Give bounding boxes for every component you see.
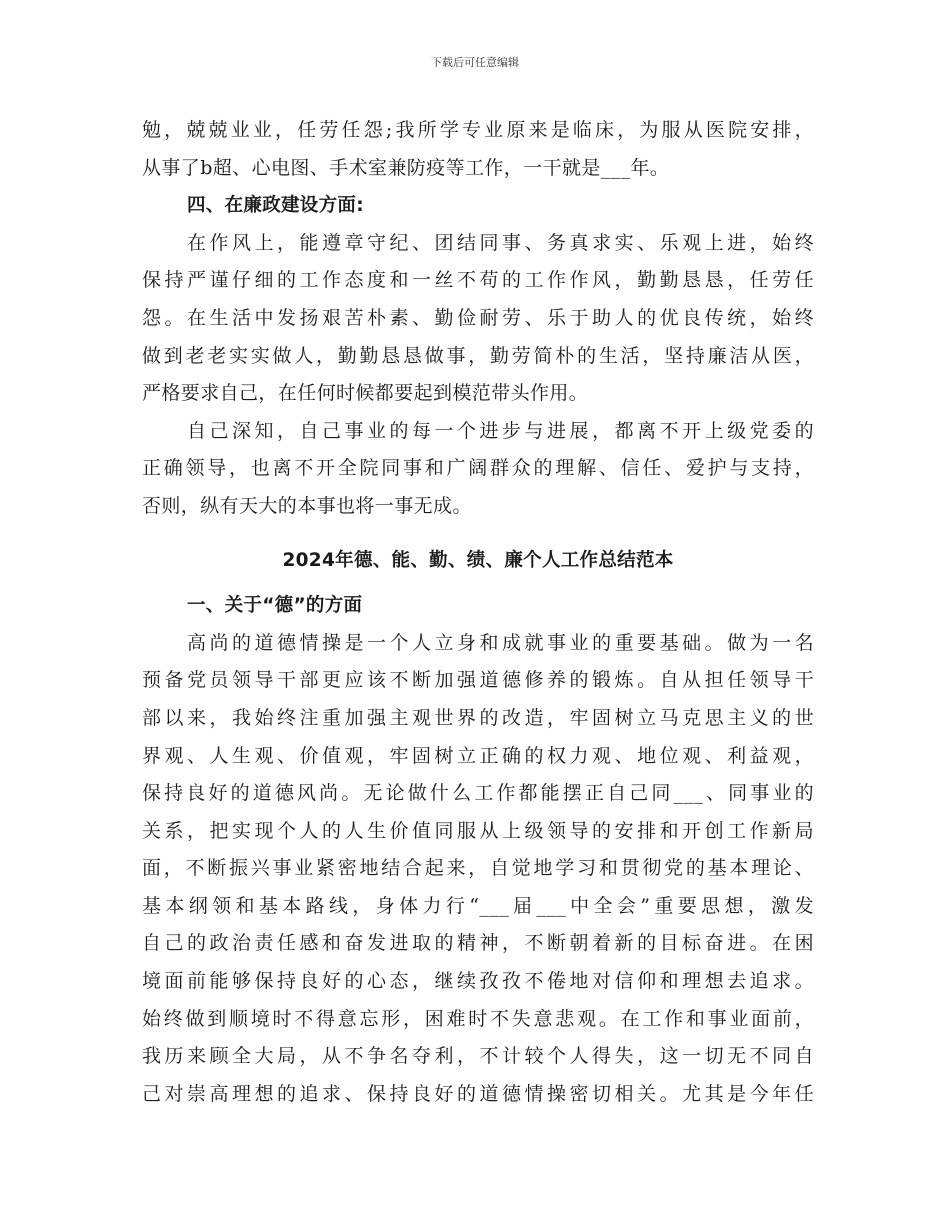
body-line: 做到老老实实做人，勤勤恳恳做事，勤劳简朴的生活，坚持廉洁从医，: [142, 344, 814, 367]
page-header-note: 下载后可任意编辑: [431, 56, 519, 69]
document-title: 2024年德、能、勤、绩、廉个人工作总结范本: [282, 549, 674, 571]
body-line: 面，不断振兴事业紧密地结合起来，自觉地学习和贯彻党的基本理论、: [142, 857, 814, 880]
body-line: 我历来顾全大局，从不争名夺利，不计较个人得失，这一切无不同自: [142, 1045, 814, 1068]
body-line: 预备党员领导干部更应该不断加强道德修养的锻炼。自从担任领导干: [142, 669, 814, 692]
section-heading: 一、关于“德”的方面: [187, 595, 363, 617]
body-line: 始终做到顺境时不得意忘形，困难时不失意悲观。在工作和事业面前，: [142, 1007, 814, 1030]
body-line: 怨。在生活中发扬艰苦朴素、勤俭耐劳、乐于助人的优良传统，始终: [142, 306, 814, 329]
body-line: 勉，兢兢业业，任劳任怨;我所学专业原来是临床，为服从医院安排，: [142, 119, 814, 141]
body-line: 界观、人生观、价值观，牢固树立正确的权力观、地位观、利益观，: [142, 744, 814, 767]
document-body: [142, 112, 814, 1113]
body-line: 自己的政治责任感和奋发进取的精神，不断朝着新的目标奋进。在困: [142, 932, 814, 955]
body-line: 己对崇高理想的追求、保持良好的道德情操密切相关。尤其是今年任: [142, 1082, 814, 1105]
body-line: 基本纲领和基本路线，身体力行“___届___中全会”重要思想，激发: [142, 894, 814, 917]
body-line: 部以来，我始终注重加强主观世界的改造，牢固树立马克思主义的世: [142, 706, 814, 729]
body-line: 严格要求自己，在任何时候都要起到模范带头作用。: [142, 382, 589, 405]
body-line: 境面前能够保持良好的心态，继续孜孜不倦地对信仰和理想去追求。: [142, 970, 814, 993]
paragraph-first-line: 高尚的道德情操是一个人立身和成就事业的重要基础。做为一名: [187, 631, 814, 654]
body-line: 否则，纵有天大的本事也将一事无成。: [142, 494, 472, 517]
paragraph-first-line: 在作风上，能遵章守纪、团结同事、务真求实、乐观上进，始终: [187, 231, 814, 254]
section-heading: 四、在廉政建设方面:: [187, 195, 364, 217]
paragraph-first-line: 自己深知，自己事业的每一个进步与进展，都离不开上级党委的: [187, 419, 814, 442]
body-line: 保持严谨仔细的工作态度和一丝不苟的工作作风，勤勤恳恳，任劳任: [142, 269, 814, 292]
body-line: 保持良好的道德风尚。无论做什么工作都能摆正自己同___、同事业的: [142, 782, 814, 805]
body-line: 正确领导，也离不开全院同事和广阔群众的理解、信任、爱护与支持，: [142, 457, 814, 480]
body-line: 从事了b超、心电图、手术室兼防疫等工作，一干就是___年。: [142, 156, 670, 179]
body-line: 关系，把实现个人的人生价值同服从上级领导的安排和开创工作新局: [142, 819, 814, 842]
